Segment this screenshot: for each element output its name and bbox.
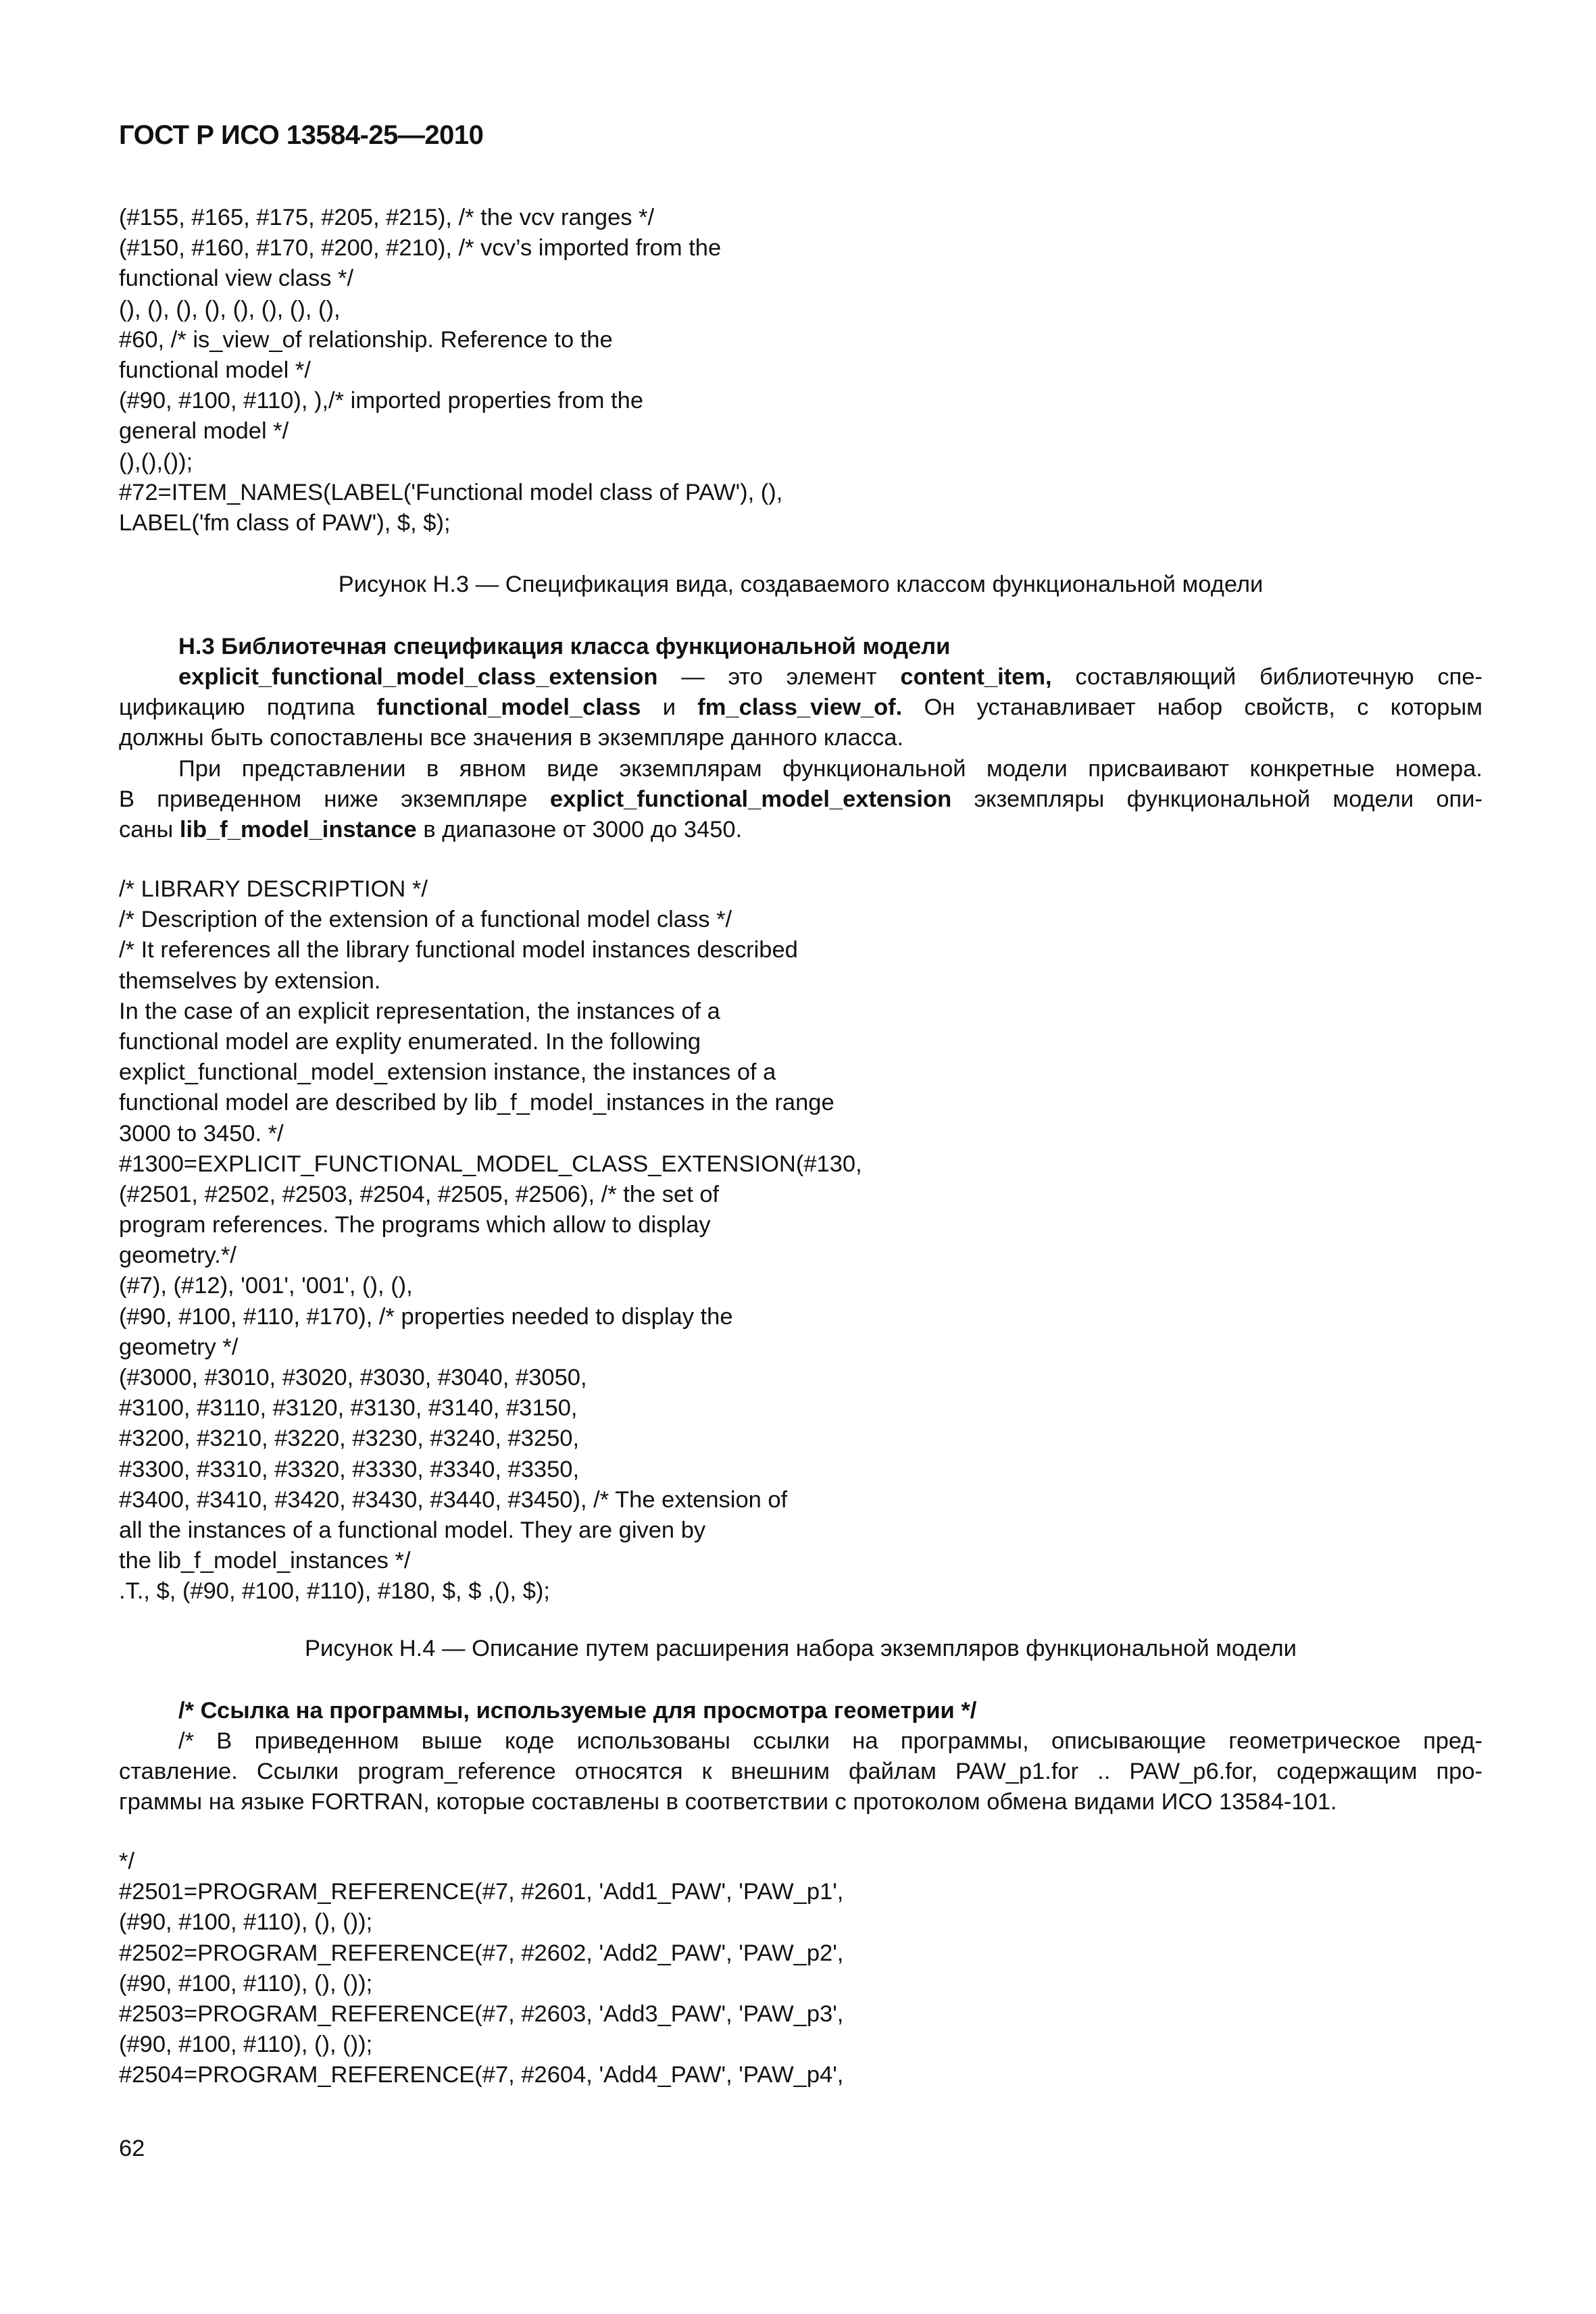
code-line: 3000 to 3450. */ bbox=[119, 1120, 284, 1147]
paragraph-line: должны быть сопоставлены все значения в экземпляре данного класса. bbox=[119, 725, 904, 751]
code-line: #2501=PROGRAM_REFERENCE(#7, #2601, 'Add1_PAW', 'PAW_p1', bbox=[119, 1879, 844, 1905]
code-line: #3100, #3110, #3120, #3130, #3140, #3150, bbox=[119, 1395, 578, 1422]
code-line: the lib_f_model_instances */ bbox=[119, 1548, 411, 1574]
term-lib-f-model-instance: lib_f_model_instance bbox=[179, 817, 417, 843]
code-line: #1300=EXPLICIT_FUNCTIONAL_MODEL_CLASS_EXTENSION(#130, bbox=[119, 1151, 862, 1177]
code-line: #3300, #3310, #3320, #3330, #3340, #3350, bbox=[119, 1456, 580, 1482]
code-line: (), (), (), (), (), (), (), (), bbox=[119, 296, 341, 322]
code-block-vcv bbox=[119, 203, 1482, 538]
figure-caption-h4: Рисунок H.4 — Описание путем расширения набора экземпляров функциональной модели bbox=[305, 1636, 1297, 1661]
code-line: */ bbox=[119, 1848, 135, 1874]
code-line: #3200, #3210, #3220, #3230, #3240, #3250, bbox=[119, 1426, 580, 1452]
term-fm-class-view-of: fm_class_view_of. bbox=[697, 695, 903, 721]
code-line: In the case of an explicit representation, the instances of a bbox=[119, 998, 720, 1024]
term-content-item: content_item, bbox=[900, 664, 1052, 690]
paragraph-line: В приведенном ниже экземпляре explict_functional_model_extension экземпляры функциональной модели опи- bbox=[119, 786, 1482, 813]
code-line: functional model are described by lib_f_model_instances in the range bbox=[119, 1090, 834, 1116]
code-line: functional model */ bbox=[119, 357, 311, 383]
paragraph-program-references bbox=[119, 1726, 1482, 1818]
code-line: (),(),()); bbox=[119, 449, 193, 475]
code-line: (#90, #100, #110), ),/* imported properties from the bbox=[119, 388, 644, 414]
section-heading-program-references: /* Ссылка на программы, используемые для просмотра геометрии */ bbox=[178, 1698, 977, 1724]
code-line: (#3000, #3010, #3020, #3030, #3040, #3050, bbox=[119, 1365, 587, 1390]
code-line: (#150, #160, #170, #200, #210), /* vcv’s imported from the bbox=[119, 235, 722, 261]
page-number: 62 bbox=[119, 2136, 145, 2161]
code-line: functional view class */ bbox=[119, 266, 354, 292]
code-block-program-reference bbox=[119, 1846, 1482, 2091]
figure-caption-h3: Рисунок H.3 — Спецификация вида, создаваемого классом функциональной модели bbox=[338, 572, 1264, 597]
code-line: general model */ bbox=[119, 418, 289, 445]
paragraph-line: граммы на языке FORTRAN, которые составлены в соответствии с протоколом обмена видами ИСО 13584-101. bbox=[119, 1789, 1337, 1815]
code-block-library-description bbox=[119, 874, 1482, 1607]
code-line: all the instances of a functional model. They are given by bbox=[119, 1517, 706, 1543]
term-explicit-functional-model-class-extension: explicit_functional_model_class_extension bbox=[178, 664, 658, 690]
code-line: #72=ITEM_NAMES(LABEL('Functional model class of PAW'), (), bbox=[119, 479, 783, 505]
code-line: (#7), (#12), '001', '001', (), (), bbox=[119, 1273, 413, 1299]
code-line: explict_functional_model_extension instance, the instances of a bbox=[119, 1059, 776, 1086]
paragraph-h3-explicit-representation bbox=[119, 754, 1482, 846]
section-heading-h3: H.3 Библиотечная спецификация класса функциональной модели bbox=[178, 634, 951, 659]
code-line: (#155, #165, #175, #205, #215), /* the vcv ranges */ bbox=[119, 205, 655, 230]
paragraph-line: цификацию подтипа functional_model_class и fm_class_view_of. Он устанавливает набор свойств, с которым bbox=[119, 695, 1482, 721]
code-line: /* LIBRARY DESCRIPTION */ bbox=[119, 876, 428, 902]
paragraph-line: /* В приведенном выше коде использованы ссылки на программы, описывающие геометрическое пред- bbox=[178, 1728, 1482, 1754]
code-line: /* Description of the extension of a functional model class */ bbox=[119, 907, 732, 933]
code-line: functional model are explity enumerated. In the following bbox=[119, 1028, 701, 1055]
code-line: (#90, #100, #110), (), ()); bbox=[119, 1909, 373, 1936]
paragraph-line: explicit_functional_model_class_extension — это элемент content_item, составляющий библиотечную спе- bbox=[178, 664, 1482, 690]
code-line: geometry */ bbox=[119, 1334, 239, 1360]
code-line: #60, /* is_view_of relationship. Reference to the bbox=[119, 326, 613, 353]
paragraph-line: саны lib_f_model_instance в диапазоне от 3000 до 3450. bbox=[119, 817, 743, 843]
code-line: .T., $, (#90, #100, #110), #180, $, $ ,(), $); bbox=[119, 1578, 550, 1605]
paragraph-h3-definition bbox=[119, 662, 1482, 754]
paragraph-line: ставление. Ссылки program_reference относятся к внешним файлам PAW_p1.for .. PAW_p6.for, содержащим про- bbox=[119, 1759, 1482, 1785]
code-line: (#90, #100, #110), (), ()); bbox=[119, 2032, 373, 2058]
code-line: LABEL('fm class of PAW'), $, $); bbox=[119, 509, 451, 536]
code-line: themselves by extension. bbox=[119, 967, 381, 994]
term-explict-functional-model-extension: explict_functional_model_extension bbox=[549, 786, 952, 813]
code-line: #3400, #3410, #3420, #3430, #3440, #3450), /* The extension of bbox=[119, 1486, 788, 1513]
document-header-title: ГОСТ Р ИСО 13584-25—2010 bbox=[119, 120, 484, 150]
code-line: #2503=PROGRAM_REFERENCE(#7, #2603, 'Add3_PAW', 'PAW_p3', bbox=[119, 2001, 844, 2027]
code-line: program references. The programs which allow to display bbox=[119, 1212, 711, 1238]
code-line: (#90, #100, #110, #170), /* properties needed to display the bbox=[119, 1303, 733, 1330]
code-line: /* It references all the library functional model instances described bbox=[119, 937, 798, 963]
term-functional-model-class: functional_model_class bbox=[376, 695, 641, 721]
paragraph-line: При представлении в явном виде экземплярам функциональной модели присваивают конкретные номера. bbox=[178, 756, 1482, 782]
code-line: (#90, #100, #110), (), ()); bbox=[119, 1970, 373, 1996]
code-line: (#2501, #2502, #2503, #2504, #2505, #2506), /* the set of bbox=[119, 1181, 720, 1207]
code-line: geometry.*/ bbox=[119, 1242, 236, 1269]
code-line: #2504=PROGRAM_REFERENCE(#7, #2604, 'Add4_PAW', 'PAW_p4', bbox=[119, 2062, 844, 2088]
code-line: #2502=PROGRAM_REFERENCE(#7, #2602, 'Add2_PAW', 'PAW_p2', bbox=[119, 1940, 844, 1966]
